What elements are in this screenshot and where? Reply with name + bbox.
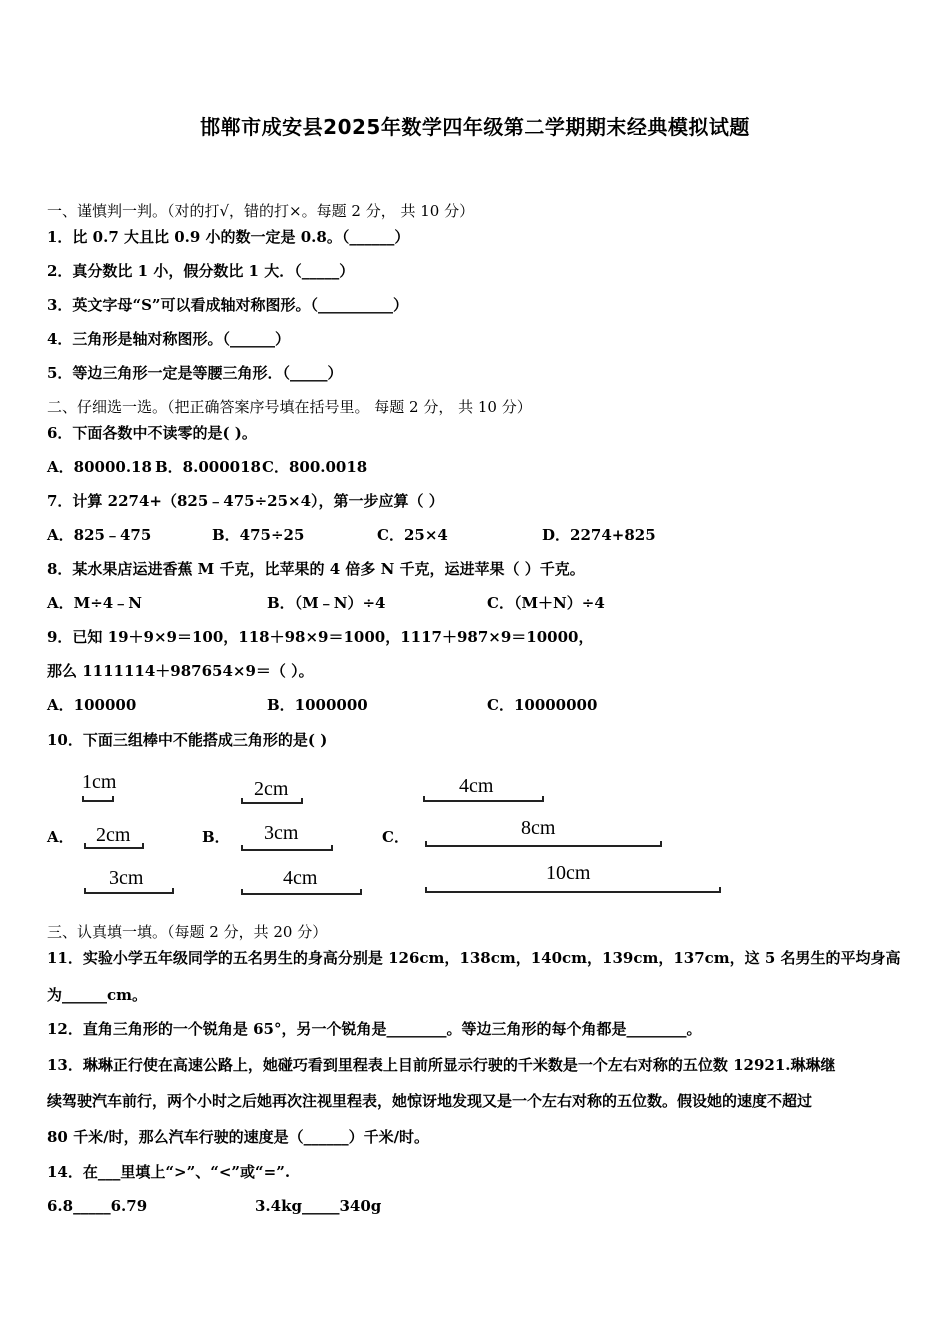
stick-b3: [241, 889, 362, 895]
stick-b3-label: 4cm: [283, 867, 318, 889]
question-5: 5．等边三角形一定是等腰三角形．（_____）: [47, 364, 343, 382]
question-14: 14．在___里填上“>”、“<”或“=”.: [47, 1163, 291, 1181]
stick-a1: [82, 796, 114, 802]
question-4: 4．三角形是轴对称图形。（______）: [47, 330, 290, 348]
question-11-line2: 为______cm。: [47, 986, 148, 1004]
q10-option-c: C．: [382, 828, 409, 846]
question-9: 9．已知 19＋9×9＝100，118＋98×9＝1000，1117＋987×9＝10000，: [47, 628, 594, 646]
question-3: 3．英文字母“S”可以看成轴对称图形。（__________）: [47, 296, 409, 314]
q8-option-c: C．（M＋N）÷4: [487, 594, 605, 612]
stick-c3: [425, 887, 721, 893]
stick-a3: [84, 888, 174, 894]
stick-b2: [241, 845, 333, 851]
q6-option-b: B．8.000018: [155, 458, 261, 476]
stick-c1: [423, 796, 544, 802]
q14-item-2: 3.4kg_____340g: [255, 1197, 382, 1215]
stick-b1: [241, 798, 303, 804]
question-8: 8．某水果店运进香蕉 M 千克，比苹果的 4 倍多 N 千克，运进苹果（ ）千克。: [47, 560, 585, 578]
question-10: 10．下面三组棒中不能搭成三角形的是( ): [47, 731, 328, 749]
stick-b2-label: 3cm: [264, 822, 299, 844]
section3-heading: 三、认真填一填。（每题 2 分，共 20 分）: [47, 923, 328, 941]
stick-a2: [84, 843, 144, 849]
q7-option-d: D．2274+825: [542, 526, 656, 544]
q9-option-c: C．10000000: [487, 696, 598, 714]
q8-option-b: B．（M﹣N）÷4: [267, 594, 386, 612]
stick-a2-label: 2cm: [96, 824, 131, 846]
q14-item-1: 6.8_____6.79: [47, 1197, 148, 1215]
q10-option-a: A．: [47, 828, 74, 846]
q9-option-b: B．1000000: [267, 696, 368, 714]
question-13-line3: 80 千米/时，那么汽车行驶的速度是（______）千米/时。: [47, 1128, 430, 1146]
question-6: 6．下面各数中不读零的是( )。: [47, 424, 257, 442]
q6-option-c: C．800.0018: [262, 458, 368, 476]
question-11: 11．实验小学五年级同学的五名男生的身高分别是 126cm，138cm，140cm，139cm，137cm，这 5 名男生的平均身高: [47, 949, 901, 967]
q9-option-a: A．100000: [47, 696, 137, 714]
question-13-line2: 续驾驶汽车前行，两个小时之后她再次注视里程表，她惊讶地发现又是一个左右对称的五位数。假设她的速度不超过: [47, 1092, 813, 1110]
question-13: 13．琳琳正行使在高速公路上，她碰巧看到里程表上目前所显示行驶的千米数是一个左右对称的五位数 12921.琳琳继: [47, 1056, 836, 1074]
q7-option-c: C．25×4: [377, 526, 448, 544]
question-2: 2．真分数比 1 小，假分数比 1 大．（_____）: [47, 262, 355, 280]
stick-c2: [425, 841, 662, 847]
question-9-line2: 那么 1111114＋987654×9＝（ ）。: [47, 662, 314, 680]
section1-heading: 一、谨慎判一判。（对的打√，错的打×。每题 2 分， 共 10 分）: [47, 202, 475, 220]
stick-c2-label: 8cm: [521, 817, 556, 839]
question-7: 7．计算 2274+（825﹣475÷25×4），第一步应算（ ）: [47, 492, 444, 510]
stick-a1-label: 1cm: [82, 771, 117, 793]
stick-b1-label: 2cm: [254, 778, 289, 800]
q7-option-a: A．825﹣475: [47, 526, 152, 544]
question-12: 12．直角三角形的一个锐角是 65°，另一个锐角是________。等边三角形的每个角都是________。: [47, 1020, 702, 1038]
question-1: 1．比 0.7 大且比 0.9 小的数一定是 0.8。（______）: [47, 228, 410, 246]
q6-option-a: A．80000.18: [47, 458, 152, 476]
stick-c1-label: 4cm: [459, 775, 494, 797]
stick-a3-label: 3cm: [109, 867, 144, 889]
section2-heading: 二、仔细选一选。（把正确答案序号填在括号里。 每题 2 分， 共 10 分）: [47, 398, 532, 416]
q10-option-b: B．: [202, 828, 230, 846]
page-title: 邯郸市成安县2025年数学四年级第二学期期末经典模拟试题: [200, 115, 750, 139]
stick-c3-label: 10cm: [546, 862, 591, 884]
q8-option-a: A．M÷4﹣N: [47, 594, 142, 612]
q7-option-b: B．475÷25: [212, 526, 305, 544]
